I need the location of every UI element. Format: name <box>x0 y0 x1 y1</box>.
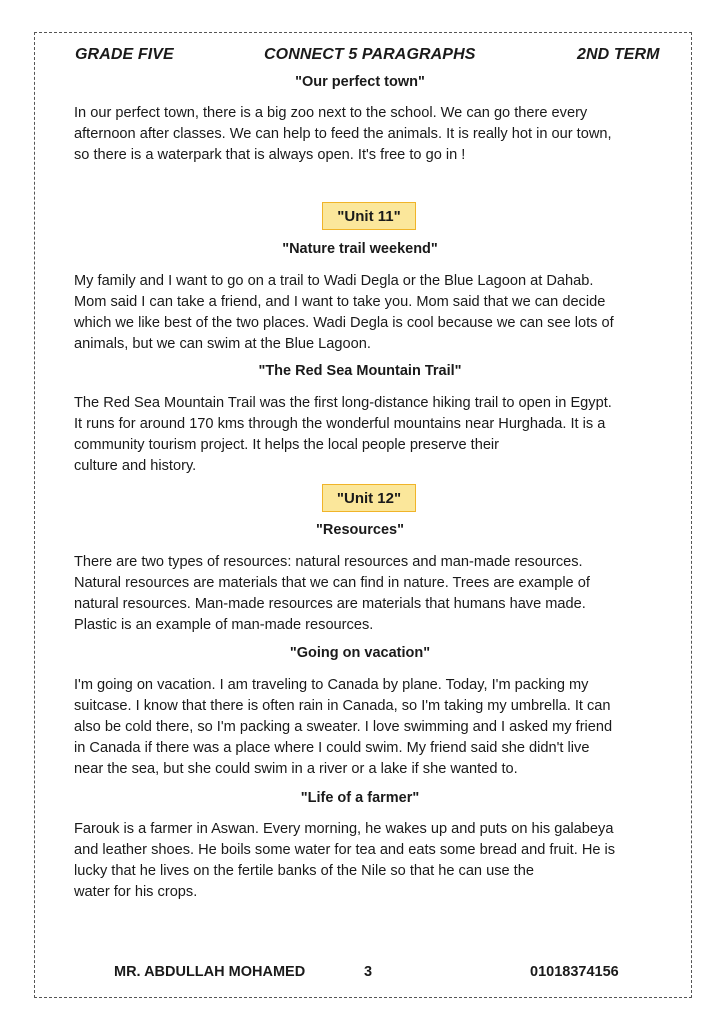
paragraph-life-of-a-farmer <box>74 819 674 903</box>
unit-11-badge: "Unit 11" <box>322 202 416 230</box>
paragraph-line: also be cold there, so I'm packing a sweater. I love swimming and I asked my friend <box>74 719 613 735</box>
header-subject: CONNECT 5 PARAGRAPHS <box>264 46 476 63</box>
section-title-resources: "Resources" <box>316 522 404 538</box>
paragraph-line: In our perfect town, there is a big zoo next to the school. We can go there every <box>74 105 588 121</box>
paragraph-line: water for his crops. <box>74 884 198 900</box>
paragraph-line: and leather shoes. He boils some water for tea and eats some bread and fruit. He is <box>74 842 616 858</box>
paragraph-line: near the sea, but she could swim in a river or a lake if she wanted to. <box>74 761 518 777</box>
paragraph-line: suitcase. I know that there is often rain in Canada, so I'm taking my umbrella. It can <box>74 698 611 714</box>
paragraph-line: so there is a waterpark that is always open. It's free to go in ! <box>74 147 466 163</box>
section-title-going-on-vacation: "Going on vacation" <box>289 645 431 661</box>
paragraph-line: afternoon after classes. We can help to feed the animals. It is really hot in our town, <box>74 126 612 142</box>
paragraph-line: Natural resources are materials that we can find in nature. Trees are example of <box>74 575 590 591</box>
section-title-nature-trail-weekend: "Nature trail weekend" <box>282 241 438 257</box>
paragraph-line: which we like best of the two places. Wadi Degla is cool because we can see lots of <box>74 315 614 331</box>
footer-phone-number: 01018374156 <box>530 964 619 980</box>
paragraph-line: lucky that he lives on the fertile banks of the Nile so that he can use the <box>74 863 534 879</box>
footer-teacher-name: MR. ABDULLAH MOHAMED <box>114 964 306 980</box>
paragraph-line: Plastic is an example of man-made resources. <box>74 617 374 633</box>
footer-page-number: 3 <box>364 964 373 980</box>
section-title-our-perfect-town: "Our perfect town" <box>295 74 425 90</box>
paragraph-nature-trail-weekend <box>74 271 674 355</box>
paragraph-red-sea-mountain-trail <box>74 393 674 477</box>
paragraph-going-on-vacation <box>74 675 674 780</box>
paragraph-line: natural resources. Man-made resources are materials that humans have made. <box>74 596 586 612</box>
paragraph-line: It runs for around 170 kms through the wonderful mountains near Hurghada. It is a <box>74 416 606 432</box>
paragraph-line: animals, but we can swim at the Blue Lagoon. <box>74 336 371 352</box>
section-title-red-sea-mountain-trail: "The Red Sea Mountain Trail" <box>258 363 462 379</box>
paragraph-line: I'm going on vacation. I am traveling to Canada by plane. Today, I'm packing my <box>74 677 589 693</box>
paragraph-line: My family and I want to go on a trail to Wadi Degla or the Blue Lagoon at Dahab. <box>74 273 594 289</box>
paragraph-our-perfect-town <box>74 103 674 166</box>
paragraph-resources <box>74 552 674 636</box>
paragraph-line: There are two types of resources: natural resources and man-made resources. <box>74 554 583 570</box>
section-title-life-of-a-farmer: "Life of a farmer" <box>300 790 420 806</box>
paragraph-line: The Red Sea Mountain Trail was the first long-distance hiking trail to open in Egypt. <box>74 395 612 411</box>
header-term: 2ND TERM <box>577 46 660 63</box>
unit-12-badge: "Unit 12" <box>322 484 416 512</box>
paragraph-line: Mom said I can take a friend, and I want to take you. Mom said that we can decide <box>74 294 606 310</box>
paragraph-line: in Canada if there was a place where I could swim. My friend said she didn't live <box>74 740 590 756</box>
header-grade: GRADE FIVE <box>75 46 174 63</box>
paragraph-line: Farouk is a farmer in Aswan. Every morning, he wakes up and puts on his galabeya <box>74 821 614 837</box>
paragraph-line: culture and history. <box>74 458 197 474</box>
paragraph-line: community tourism project. It helps the local people preserve their <box>74 437 500 453</box>
